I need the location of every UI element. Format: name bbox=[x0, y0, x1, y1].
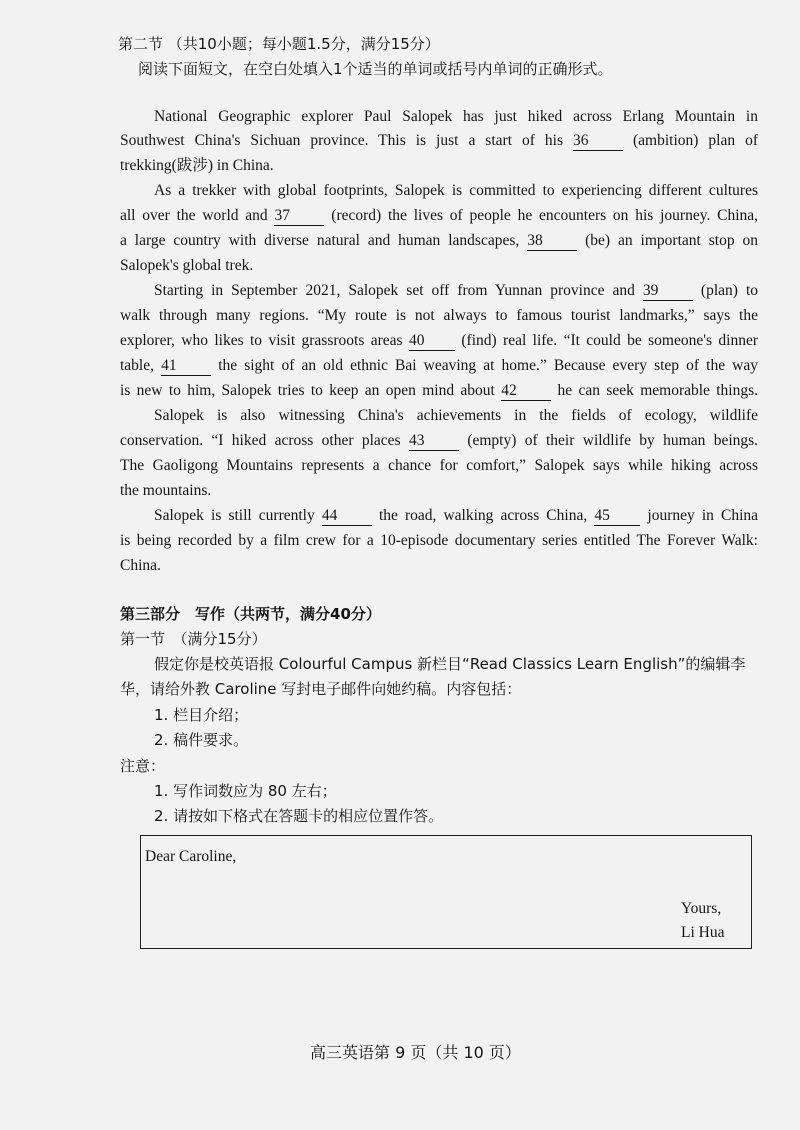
passage-line: is new to him, Salopek tries to keep an open mind about 42 he can seek memorable things. bbox=[120, 382, 759, 399]
section1-title: 第一节 （满分15分） bbox=[120, 630, 267, 648]
content-item: 2. 稿件要求。 bbox=[154, 731, 249, 749]
passage-line: table, 41 the sight of an old ethnic Bai weaving at home.” Because every step of the way bbox=[120, 357, 758, 374]
blank-44: 44 bbox=[322, 507, 372, 526]
email-closing: Yours, bbox=[681, 900, 722, 917]
content-item: 1. 栏目介绍； bbox=[154, 706, 249, 724]
answer-format-box bbox=[140, 835, 752, 949]
passage-line: Starting in September 2021, Salopek set off from Yunnan province and 39 (plan) to bbox=[154, 282, 758, 299]
blank-45: 45 bbox=[594, 507, 640, 526]
passage-line: Salopek's global trek. bbox=[120, 257, 254, 274]
blank-36: 36 bbox=[573, 132, 623, 151]
part3-title: 第三部分 写作（共两节，满分40分） bbox=[120, 605, 381, 623]
blank-39: 39 bbox=[643, 282, 693, 301]
passage-line: As a trekker with global footprints, Salopek is committed to experiencing different cultures bbox=[154, 182, 758, 199]
note-item: 2. 请按如下格式在答题卡的相应位置作答。 bbox=[154, 807, 444, 825]
passage-line: explorer, who likes to visit grassroots areas 40 (find) real life. “It could be someone's dinner bbox=[120, 332, 759, 349]
passage-line: Southwest China's Sichuan province. This is just a start of his 36 (ambition) plan of bbox=[120, 132, 758, 149]
page-footer: 高三英语第 9 页（共 10 页） bbox=[310, 1043, 521, 1062]
blank-38: 38 bbox=[527, 232, 577, 251]
passage-line: National Geographic explorer Paul Salopek has just hiked across Erlang Mountain in bbox=[154, 108, 758, 125]
blank-40: 40 bbox=[409, 332, 455, 351]
note-item: 1. 写作词数应为 80 左右； bbox=[154, 782, 337, 800]
blank-43: 43 bbox=[409, 432, 459, 451]
passage-line: is being recorded by a film crew for a 10-episode documentary series entitled The Forever Walk: bbox=[120, 532, 758, 549]
passage-line: conservation. “I hiked across other places 43 (empty) of their wildlife by human beings. bbox=[120, 432, 759, 449]
blank-37: 37 bbox=[274, 207, 324, 226]
instruction: 阅读下面短文，在空白处填入1个适当的单词或括号内单词的正确形式。 bbox=[138, 60, 613, 78]
email-greeting: Dear Caroline, bbox=[145, 848, 237, 865]
passage-line: trekking(跋涉) in China. bbox=[120, 157, 274, 174]
blank-41: 41 bbox=[161, 357, 211, 376]
passage-line: Salopek is still currently 44 the road, walking across China, 45 journey in China bbox=[154, 507, 759, 524]
passage-line: China. bbox=[120, 557, 161, 574]
notes-heading: 注意： bbox=[120, 757, 166, 775]
email-signature: Li Hua bbox=[681, 924, 725, 941]
passage-line: all over the world and 37 (record) the lives of people he encounters on his journey. China, bbox=[120, 207, 759, 224]
passage-line: a large country with diverse natural and human landscapes, 38 (be) an important stop on bbox=[120, 232, 759, 249]
writing-prompt: 假定你是校英语报 Colourful Campus 新栏目“Read Classics Learn English”的编辑李 bbox=[154, 655, 746, 673]
blank-42: 42 bbox=[501, 382, 551, 401]
writing-prompt: 华，请给外教 Caroline 写封电子邮件向她约稿。内容包括： bbox=[120, 680, 522, 698]
passage-line: the mountains. bbox=[120, 482, 212, 499]
section-header: 第二节 （共10小题；每小题1.5分，满分15分） bbox=[118, 35, 440, 53]
passage-line: walk through many regions. “My route is not always to famous tourist landmarks,” says the bbox=[120, 307, 758, 324]
passage-line: The Gaoligong Mountains represents a chance for comfort,” Salopek says while hiking across bbox=[120, 457, 758, 474]
passage-line: Salopek is also witnessing China's achievements in the fields of ecology, wildlife bbox=[154, 407, 758, 424]
